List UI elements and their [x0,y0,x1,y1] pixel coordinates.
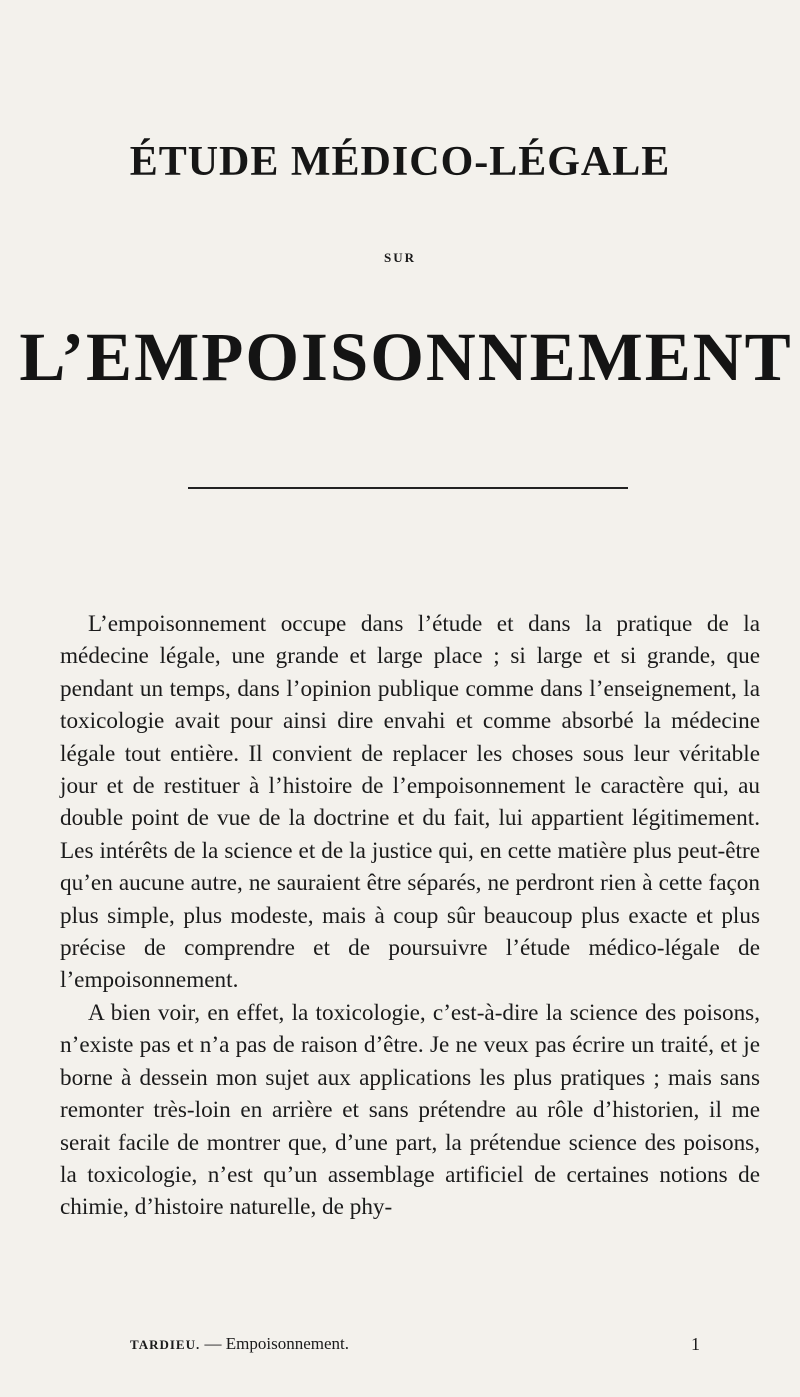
title-connector: SUR [383,250,416,265]
page-number: 1 [691,1334,700,1354]
title-line-2: L’EMPOISONNEMENT [19,319,793,395]
title-rule [188,487,628,489]
paragraph-2: A bien voir, en effet, la toxicologie, c’est-à-dire la science des poisons, n’existe pas et n’a pas de raison d’être. Je ne veux pas écrire un traité, et je borne à dessein mon sujet aux applications les plus pratiques ; mais sans remonter très-loin en arrière et sans prétendre au rôle d’historien, il me serait facile de montrer que, d’une part, la prétendue science des poisons, la toxicologie, n’est qu’un assemblage artificiel de certaines notions de chimie, d’histoire naturelle, de phy- [60,999,760,1221]
paragraph-1: L’empoisonnement occupe dans l’étude et dans la pratique de la médecine légale, une grande et large place ; si large et si grande, que pendant un temps, dans l’opinion publique comme dans l’enseignement, la toxicologie avait pour ainsi dire envahi et comme absorbé la médecine légale tout entière. Il convient de replacer les choses sous leur véritable jour et de restituer à l’histoire de l’empoisonnement le caractère qui, au double point de vue de la doctrine et du fait, lui appartient légitimement. Les intérêts de la science et de la justice qui, en cette matière plus peut-être qu’en aucune autre, ne sauraient être séparés, ne perdront rien à cette façon plus simple, plus modeste, mais à coup sûr beaucoup plus exacte et plus précise de comprendre et de poursuivre l’étude médico-légale de l’empoisonnement. [60,611,760,994]
title-line-1: ÉTUDE MÉDICO-LÉGALE [129,139,671,185]
footer-work-title: Empoisonnement. [225,1334,349,1353]
body-text [60,608,760,1224]
footer-author: TARDIEU. [130,1337,201,1352]
footer-separator: — [204,1334,222,1353]
page-footer [130,1334,700,1354]
